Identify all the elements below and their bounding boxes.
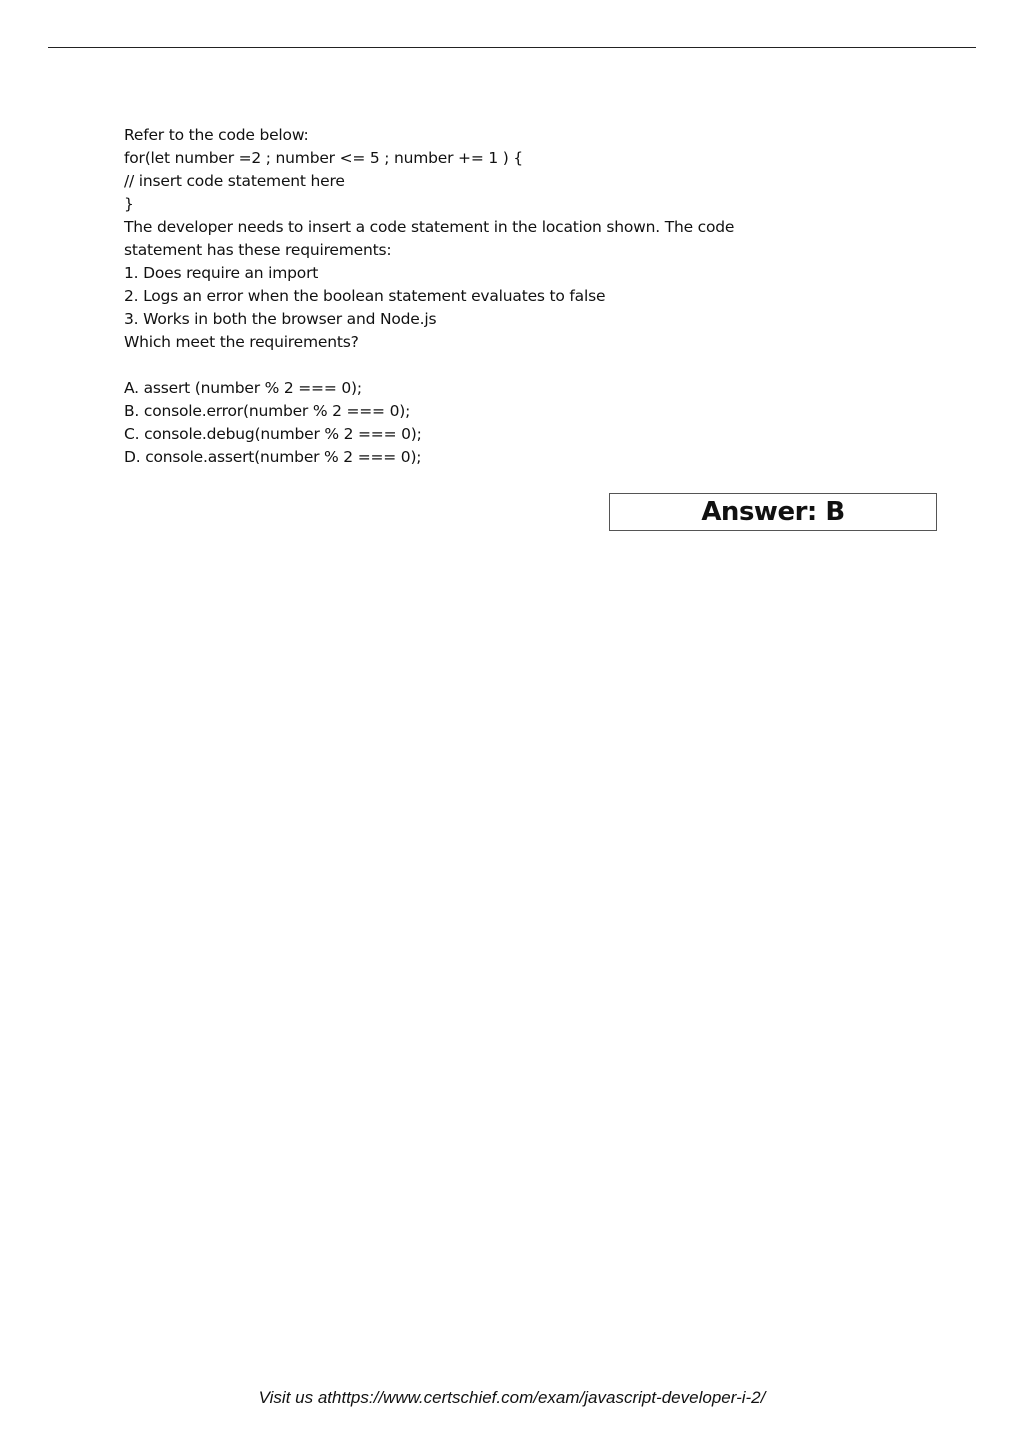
requirement-item: 3. Works in both the browser and Node.js bbox=[124, 310, 437, 328]
option-d: D. console.assert(number % 2 === 0); bbox=[124, 448, 422, 466]
answer-label: Answer: B bbox=[701, 497, 845, 527]
question-description: statement has these requirements: bbox=[124, 241, 392, 259]
question-block bbox=[124, 124, 884, 469]
code-line: } bbox=[124, 195, 134, 213]
answer-options bbox=[124, 377, 884, 469]
question-prompt: Which meet the requirements? bbox=[124, 333, 359, 351]
question-intro: Refer to the code below: bbox=[124, 126, 309, 144]
option-a: A. assert (number % 2 === 0); bbox=[124, 379, 362, 397]
answer-box bbox=[609, 493, 937, 531]
code-line: for(let number =2 ; number <= 5 ; number += 1 ) { bbox=[124, 149, 523, 167]
footer-link-text: Visit us athttps://www.certschief.com/exam/javascript-developer-i-2/ bbox=[258, 1388, 766, 1407]
option-c: C. console.debug(number % 2 === 0); bbox=[124, 425, 422, 443]
requirement-item: 1. Does require an import bbox=[124, 264, 319, 282]
option-b: B. console.error(number % 2 === 0); bbox=[124, 402, 411, 420]
question-description: The developer needs to insert a code statement in the location shown. The code bbox=[124, 218, 735, 236]
requirement-item: 2. Logs an error when the boolean statement evaluates to false bbox=[124, 287, 606, 305]
header-divider bbox=[48, 47, 976, 48]
code-line: // insert code statement here bbox=[124, 172, 345, 190]
